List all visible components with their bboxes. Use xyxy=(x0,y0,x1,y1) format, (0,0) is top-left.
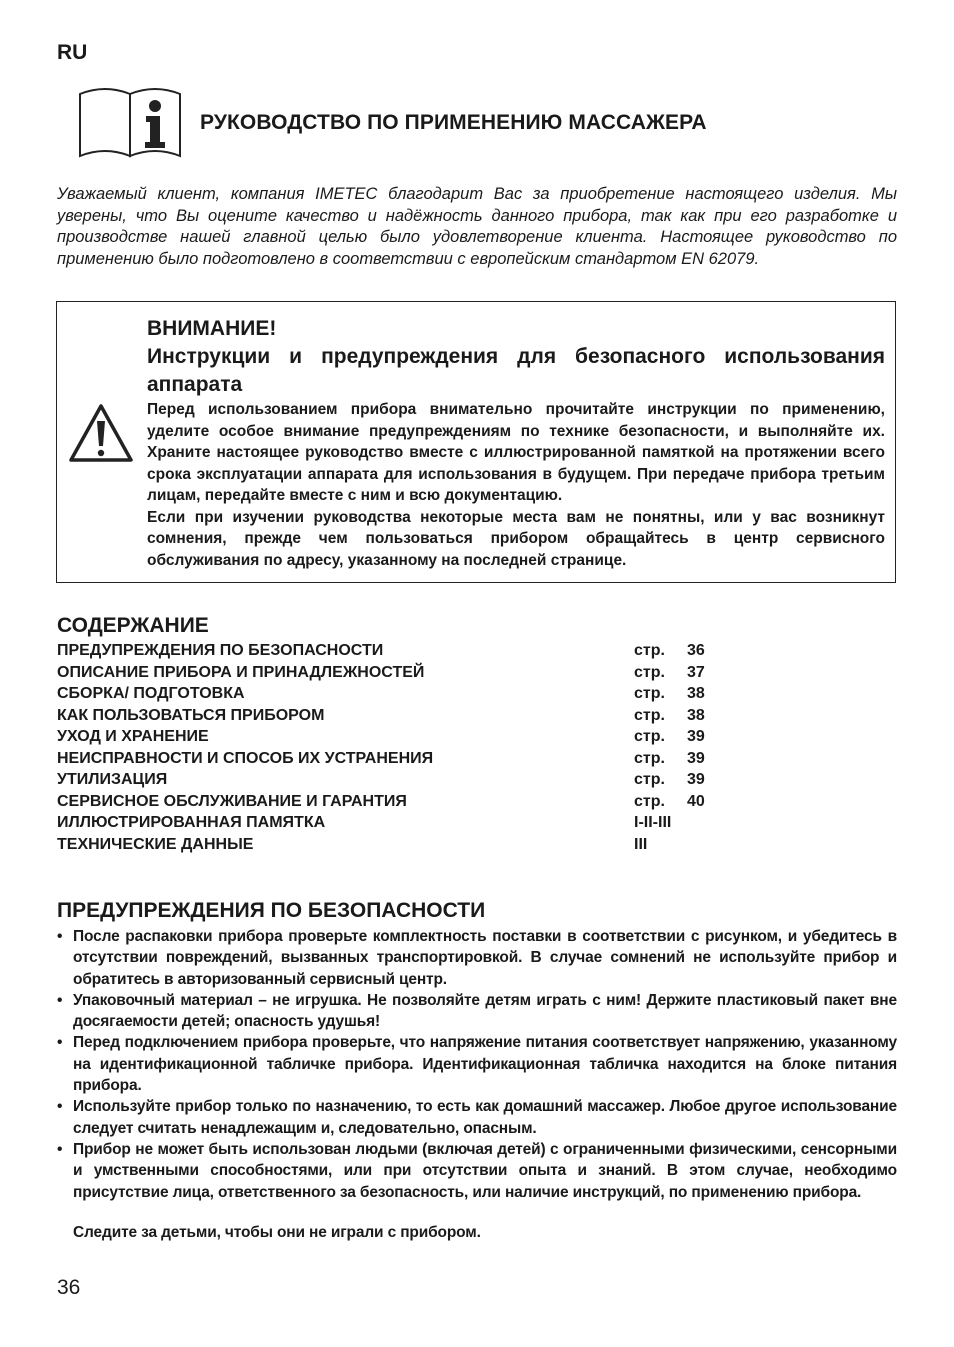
language-code: RU xyxy=(57,41,88,64)
toc-label: УТИЛИЗАЦИЯ xyxy=(57,771,168,788)
toc-page-number: 37 xyxy=(687,663,705,681)
toc-page-prefix: стр. xyxy=(634,792,665,810)
toc-page-number: 40 xyxy=(687,792,705,810)
toc-label: КАК ПОЛЬЗОВАТЬСЯ ПРИБОРОМ xyxy=(57,706,325,724)
toc-label: НЕИСПРАВНОСТИ И СПОСОБ ИХ УСТРАНЕНИЯ xyxy=(57,749,434,767)
warning-paragraph: Перед использованием прибора внимательно прочитайте инструкции по применению, уделите особое внимание предупреждениям по технике безопасности, и выполняйте их. Храните настоящее руководство вместе с иллюстрированной памяткой на протяжении всего срока эксплуатации аппарата для использования в будущем. При передаче прибора третьим лицам, передайте вместе с ним и всю документацию. xyxy=(147,401,885,504)
list-item xyxy=(57,1139,897,1203)
bullet-icon: • xyxy=(57,1034,63,1052)
warning-paragraph: Если при изучении руководства некоторые места вам не понятны, или у вас возникнут сомнения, прежде чем пользоваться прибором обращайтесь в центр сервисного обслуживания по адресу, указанному на последней странице. xyxy=(147,508,885,569)
toc-label: УХОД И ХРАНЕНИЕ xyxy=(57,728,209,745)
toc-page-prefix: стр. xyxy=(634,685,665,702)
toc-page-reference: III xyxy=(634,835,648,853)
warning-box xyxy=(56,301,896,583)
table-of-contents xyxy=(57,640,757,855)
bullet-icon: • xyxy=(57,928,63,945)
list-item xyxy=(57,990,897,1033)
child-safety-note: Следите за детьми, чтобы они не играли с прибором. xyxy=(73,1224,481,1241)
toc-label: ПРЕДУПРЕЖДЕНИЯ ПО БЕЗОПАСНОСТИ xyxy=(57,642,384,659)
toc-row xyxy=(57,769,757,791)
toc-row xyxy=(57,726,757,748)
toc-label: ИЛЛЮСТРИРОВАННАЯ ПАМЯТКА xyxy=(57,814,326,831)
page-number: 36 xyxy=(57,1276,81,1299)
bullet-icon: • xyxy=(57,991,63,1009)
toc-page-number: 39 xyxy=(687,728,705,745)
list-item-text: Прибор не может быть использован людьми (включая детей) с ограниченными физическими, сенсорными и умственными способностями, или при отсутствии опыта и знаний. В этом случае, необходимо присутствие лица, ответственного за безопасность, или наличие инструкций, по применению прибора. xyxy=(73,1140,897,1201)
manual-info-icon xyxy=(78,86,182,160)
toc-row xyxy=(57,640,757,662)
list-item-text: После распаковки прибора проверьте комплектность поставки в соответствии с рисунком, и убедитесь в отсутствии повреждений, вызванных транспортировкой. В случае сомнений не используйте прибор и обратитесь в авторизованный сервисный центр. xyxy=(73,928,897,988)
list-item-text: Используйте прибор только по назначению, то есть как домашний массажер. Любое другое использование следует считать ненадлежащим и, следовательно, опасным. xyxy=(73,1098,897,1137)
toc-label: СЕРВИСНОЕ ОБСЛУЖИВАНИЕ И ГАРАНТИЯ xyxy=(57,792,407,810)
warning-triangle-icon xyxy=(68,402,134,464)
page-title: РУКОВОДСТВО ПО ПРИМЕНЕНИЮ МАССАЖЕРА xyxy=(200,111,707,134)
toc-row xyxy=(57,683,757,705)
toc-page-prefix: стр. xyxy=(634,728,665,745)
toc-title: СОДЕРЖАНИЕ xyxy=(57,614,209,637)
toc-page-prefix: стр. xyxy=(634,663,665,681)
toc-page-number: 39 xyxy=(687,749,705,767)
toc-row xyxy=(57,812,757,834)
warning-content xyxy=(147,314,885,571)
list-item-text: Упаковочный материал – не игрушка. Не позволяйте детям играть с ним! Держите пластиковый пакет вне досягаемости детей; опасность удушья! xyxy=(73,991,897,1031)
toc-row xyxy=(57,791,757,813)
intro-paragraph: Уважаемый клиент, компания IMETEC благодарит Вас за приобретение настоящего изделия. Мы уверены, что Вы оцените качество и надёжность данного прибора, так как при его разработке и производстве нашей главной целью было удовлетворение клиента. Настоящее руководство по применению было подготовлено в соответствии с европейским стандартом EN 62079. xyxy=(57,185,897,268)
toc-label: СБОРКА/ ПОДГОТОВКА xyxy=(57,685,245,702)
toc-page-reference: I-II-III xyxy=(634,814,672,831)
toc-page-prefix: стр. xyxy=(634,771,665,788)
list-item xyxy=(57,1032,897,1096)
safety-bullet-list xyxy=(57,926,897,1203)
toc-row xyxy=(57,705,757,727)
list-item xyxy=(57,1096,897,1139)
toc-page-number: 38 xyxy=(687,706,705,724)
list-item-text: Перед подключением прибора проверьте, что напряжение питания соответствует напряжению, указанному на идентификационной табличке прибора. Идентификационная табличка находится на блоке питания прибора. xyxy=(73,1034,897,1095)
toc-page-prefix: стр. xyxy=(634,642,665,659)
warning-subheading: Инструкции и предупреждения для безопасного использования аппарата xyxy=(147,345,885,396)
toc-row xyxy=(57,748,757,770)
toc-label: ТЕХНИЧЕСКИЕ ДАННЫЕ xyxy=(57,835,254,853)
bullet-icon: • xyxy=(57,1140,63,1158)
safety-section-title: ПРЕДУПРЕЖДЕНИЯ ПО БЕЗОПАСНОСТИ xyxy=(57,899,486,922)
warning-heading: ВНИМАНИЕ! xyxy=(147,317,277,340)
toc-row xyxy=(57,834,757,856)
toc-page-prefix: стр. xyxy=(634,749,665,767)
toc-row xyxy=(57,662,757,684)
toc-label: ОПИСАНИЕ ПРИБОРА И ПРИНАДЛЕЖНОСТЕЙ xyxy=(57,663,425,681)
list-item xyxy=(57,926,897,990)
bullet-icon: • xyxy=(57,1098,63,1116)
toc-page-number: 39 xyxy=(687,771,705,788)
toc-page-number: 36 xyxy=(687,642,705,659)
toc-page-number: 38 xyxy=(687,685,705,702)
toc-page-prefix: стр. xyxy=(634,706,665,724)
